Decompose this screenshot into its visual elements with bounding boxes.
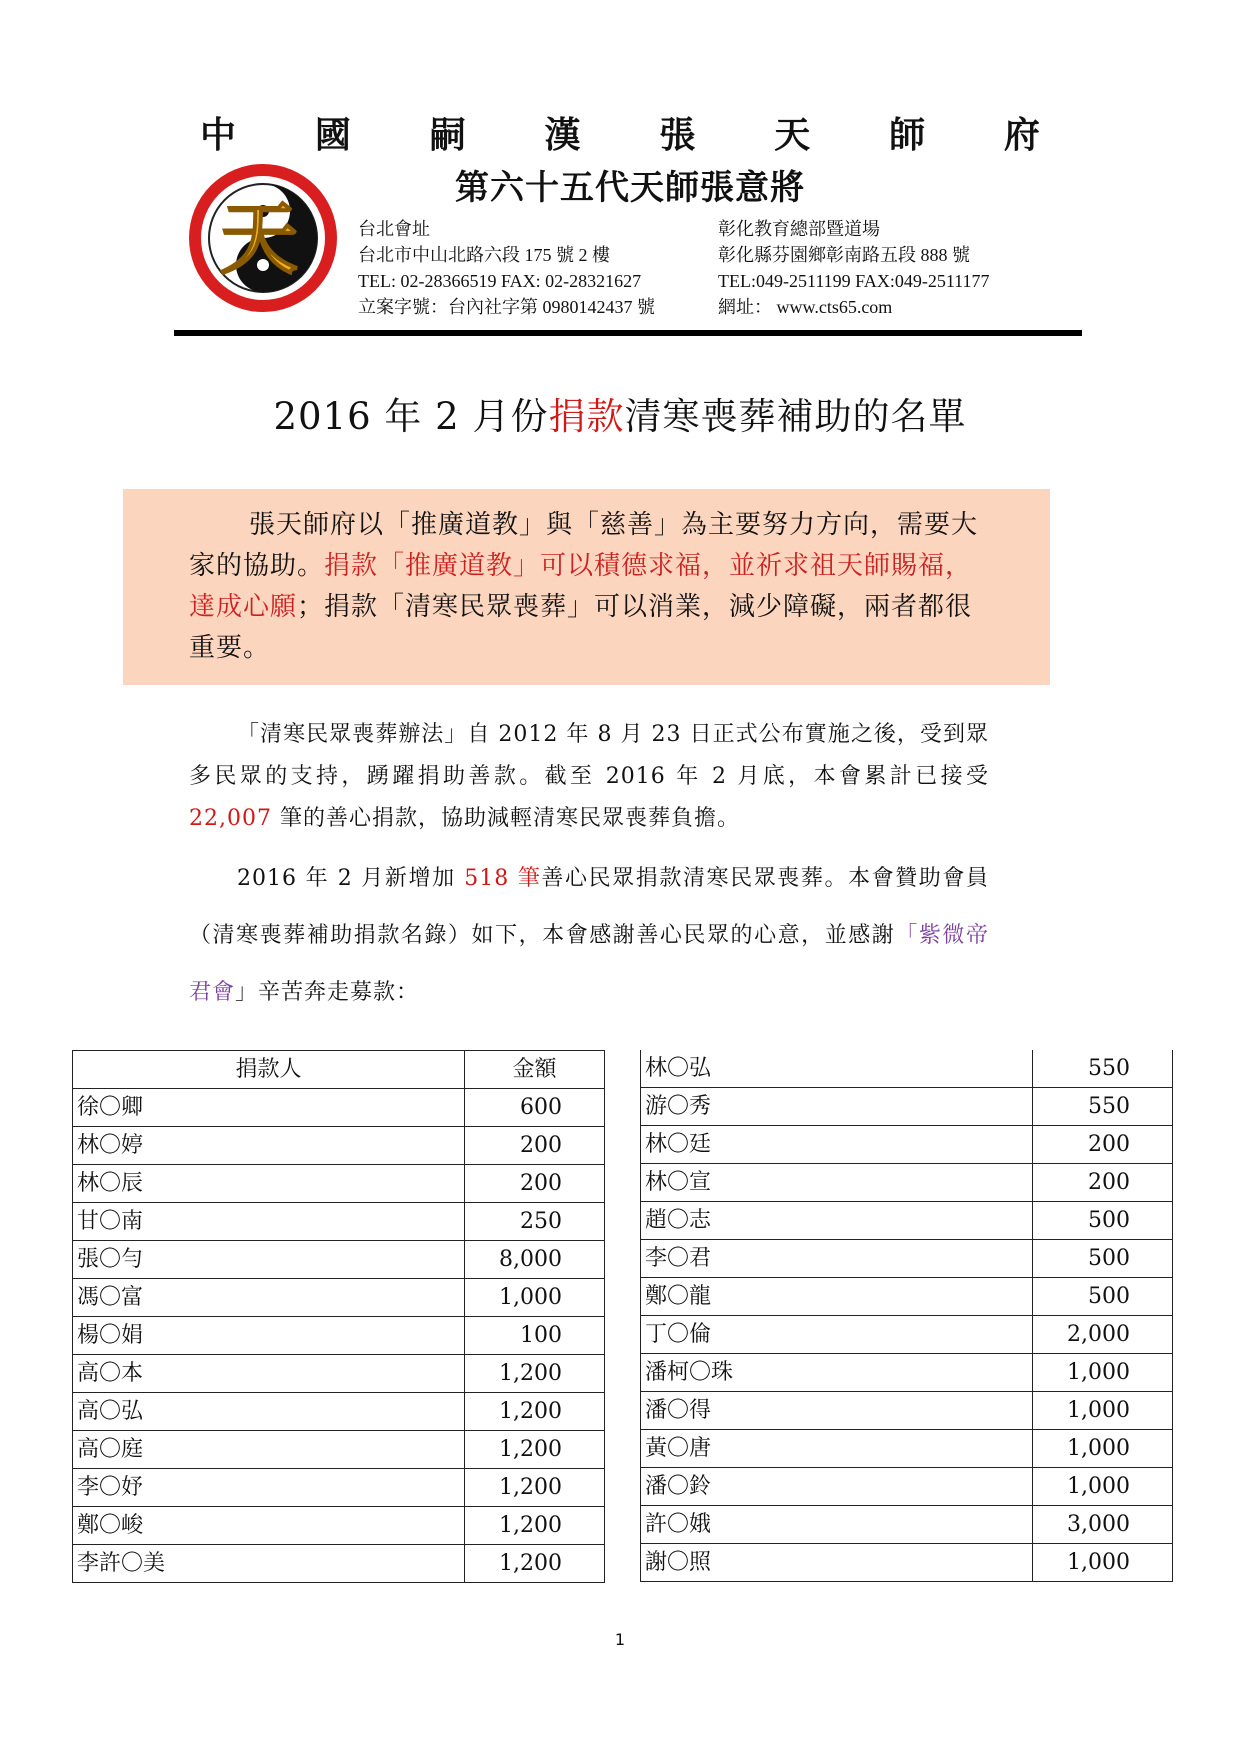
- donation-amount: 1,000: [1033, 1354, 1173, 1392]
- donor-name: 李〇君: [641, 1240, 1033, 1278]
- table-row: [73, 1431, 605, 1469]
- table-row: [73, 1393, 605, 1431]
- paragraph-monthly: [189, 850, 989, 1021]
- contact-line: 彰化教育總部暨道場: [718, 219, 880, 239]
- org-char: 張: [659, 115, 696, 156]
- table-row: [641, 1468, 1173, 1506]
- title-suffix: 清寒喪葬補助的名單: [624, 395, 967, 438]
- table-row: [641, 1088, 1173, 1126]
- donation-amount: 550: [1033, 1088, 1173, 1126]
- donor-name: 李〇妤: [73, 1469, 465, 1507]
- table-row: [73, 1203, 605, 1241]
- contact-line: 網址： www.cts65.com: [718, 297, 893, 317]
- donor-name: 張〇勻: [73, 1241, 465, 1279]
- table-row: [641, 1050, 1173, 1088]
- contact-line: TEL:049-2511199 FAX:049-2511177: [718, 271, 990, 291]
- page-number: 1: [614, 1630, 626, 1649]
- master-name: 第六十五代天師張意將: [455, 168, 805, 208]
- para2-text-a: 2016 年 2 月新增加: [237, 866, 465, 891]
- org-char: 府: [1003, 115, 1040, 156]
- table-row: [641, 1240, 1173, 1278]
- intro-part-3: ；捐款「清寒民眾喪葬」可以消業，減少障礙，兩者都很重要。: [189, 592, 973, 663]
- donor-table-left: [72, 1050, 605, 1583]
- donor-name: 丁〇倫: [641, 1316, 1033, 1354]
- donation-amount: 1,200: [465, 1431, 605, 1469]
- donation-amount: 500: [1033, 1202, 1173, 1240]
- donation-amount: 1,000: [1033, 1544, 1173, 1582]
- table-row: [641, 1278, 1173, 1316]
- table-row: [73, 1279, 605, 1317]
- donor-name: 林〇宣: [641, 1164, 1033, 1202]
- donation-amount: 1,200: [465, 1545, 605, 1583]
- title-highlight: 捐款: [548, 395, 625, 438]
- para2-text-c: 」辛苦奔走募款：: [235, 980, 420, 1005]
- donation-amount: 200: [1033, 1164, 1173, 1202]
- table-row: [73, 1507, 605, 1545]
- contact-line: TEL: 02-28366519 FAX: 02-28321627: [358, 271, 642, 291]
- donation-amount: 2,000: [1033, 1316, 1173, 1354]
- table-row: [641, 1316, 1173, 1354]
- donation-amount: 500: [1033, 1240, 1173, 1278]
- donation-amount: 1,200: [465, 1469, 605, 1507]
- donation-amount: 550: [1033, 1050, 1173, 1088]
- donor-name: 李許〇美: [73, 1545, 465, 1583]
- table-row: [641, 1506, 1173, 1544]
- donor-name: 林〇弘: [641, 1050, 1033, 1088]
- donation-amount: 100: [465, 1317, 605, 1355]
- org-char: 國: [314, 115, 351, 156]
- donor-name: 林〇廷: [641, 1126, 1033, 1164]
- table-row: [641, 1354, 1173, 1392]
- logo-character: 天: [219, 194, 299, 285]
- donation-amount: 8,000: [465, 1241, 605, 1279]
- org-char: 漢: [544, 115, 581, 156]
- table-row: [73, 1127, 605, 1165]
- donation-amount: 3,000: [1033, 1506, 1173, 1544]
- thanks-group: 「紫微帝君會: [189, 923, 989, 1005]
- table-row: [73, 1165, 605, 1203]
- table-row: [73, 1241, 605, 1279]
- donor-name: 潘〇鈴: [641, 1468, 1033, 1506]
- org-char: 嗣: [429, 115, 466, 156]
- org-char: 師: [889, 115, 926, 156]
- donation-amount: 200: [1033, 1126, 1173, 1164]
- table-row: [73, 1051, 605, 1089]
- table-row: [641, 1202, 1173, 1240]
- donor-name: 徐〇卿: [73, 1089, 465, 1127]
- donor-name: 鄭〇峻: [73, 1507, 465, 1545]
- donation-amount: 250: [465, 1203, 605, 1241]
- contact-changhua: [718, 216, 989, 320]
- donor-name: 馮〇富: [73, 1279, 465, 1317]
- donation-amount: 1,000: [1033, 1430, 1173, 1468]
- taichi-logo: [187, 162, 339, 314]
- para1-text-a: 「清寒民眾喪葬辦法」自 2012 年 8 月 23 日正式公布實施之後，受到眾多民眾的支持，踴躍捐助善款。截至 2016 年 2 月底，本會累計已接受: [189, 722, 989, 789]
- header-amount: 金額: [465, 1051, 605, 1089]
- intro-part-1: 張天師府以「推廣道教」與「慈善」為主要努力方向，需要大家的協助。: [189, 510, 979, 581]
- contact-line: 台北會址: [358, 219, 430, 239]
- donor-name: 楊〇娟: [73, 1317, 465, 1355]
- donation-amount: 200: [465, 1165, 605, 1203]
- paragraph-history: [189, 714, 989, 840]
- donor-name: 林〇婷: [73, 1127, 465, 1165]
- donation-amount: 1,200: [465, 1355, 605, 1393]
- header-divider: [174, 330, 1082, 336]
- donation-amount: 600: [465, 1089, 605, 1127]
- table-row: [73, 1469, 605, 1507]
- table-row: [73, 1355, 605, 1393]
- table-row: [641, 1544, 1173, 1582]
- para2-text-b: 善心民眾捐款清寒民眾喪葬。本會贊助會員（清寒喪葬補助捐款名錄）如下，本會感謝善心民眾的心意，並感謝: [189, 866, 989, 948]
- donor-table-right: [640, 1050, 1173, 1582]
- donor-name: 高〇本: [73, 1355, 465, 1393]
- donation-amount: 500: [1033, 1278, 1173, 1316]
- organization-name: [200, 110, 1040, 162]
- table-row: [73, 1089, 605, 1127]
- donation-amount: 1,200: [465, 1507, 605, 1545]
- intro-part-2: 捐款「推廣道教」可以積德求福，並祈求祖天師賜福，達成心願: [189, 551, 973, 622]
- donor-name: 甘〇南: [73, 1203, 465, 1241]
- donor-name: 許〇娥: [641, 1506, 1033, 1544]
- donation-amount: 1,000: [465, 1279, 605, 1317]
- document-title: [0, 392, 1240, 442]
- monthly-count: 518 筆: [464, 866, 542, 891]
- donor-name: 高〇弘: [73, 1393, 465, 1431]
- donor-name: 黃〇唐: [641, 1430, 1033, 1468]
- intro-text: [189, 505, 979, 669]
- contact-taipei: [358, 216, 655, 320]
- donor-name: 林〇辰: [73, 1165, 465, 1203]
- donor-name: 高〇庭: [73, 1431, 465, 1469]
- donation-amount: 1,000: [1033, 1392, 1173, 1430]
- donor-name: 潘柯〇珠: [641, 1354, 1033, 1392]
- org-char: 中: [200, 115, 237, 156]
- table-row: [73, 1545, 605, 1583]
- donor-name: 趙〇志: [641, 1202, 1033, 1240]
- contact-line: 台北市中山北路六段 175 號 2 樓: [358, 245, 610, 265]
- donor-name: 鄭〇龍: [641, 1278, 1033, 1316]
- table-row: [73, 1317, 605, 1355]
- contact-line: 彰化縣芬園鄉彰南路五段 888 號: [718, 245, 970, 265]
- table-row: [641, 1164, 1173, 1202]
- donation-amount: 200: [465, 1127, 605, 1165]
- intro-callout: [123, 489, 1050, 685]
- header-donor: 捐款人: [73, 1051, 465, 1089]
- title-prefix: 2016 年 2 月份: [273, 395, 549, 438]
- org-char: 天: [774, 115, 811, 156]
- contact-line: 立案字號：台內社字第 0980142437 號: [358, 297, 655, 317]
- table-row: [641, 1126, 1173, 1164]
- total-count: 22,007: [189, 806, 272, 831]
- donor-name: 潘〇得: [641, 1392, 1033, 1430]
- donation-amount: 1,200: [465, 1393, 605, 1431]
- table-row: [641, 1392, 1173, 1430]
- para1-text-b: 筆的善心捐款，協助減輕清寒民眾喪葬負擔。: [271, 806, 740, 831]
- donor-name: 游〇秀: [641, 1088, 1033, 1126]
- donor-name: 謝〇照: [641, 1544, 1033, 1582]
- donation-amount: 1,000: [1033, 1468, 1173, 1506]
- table-row: [641, 1430, 1173, 1468]
